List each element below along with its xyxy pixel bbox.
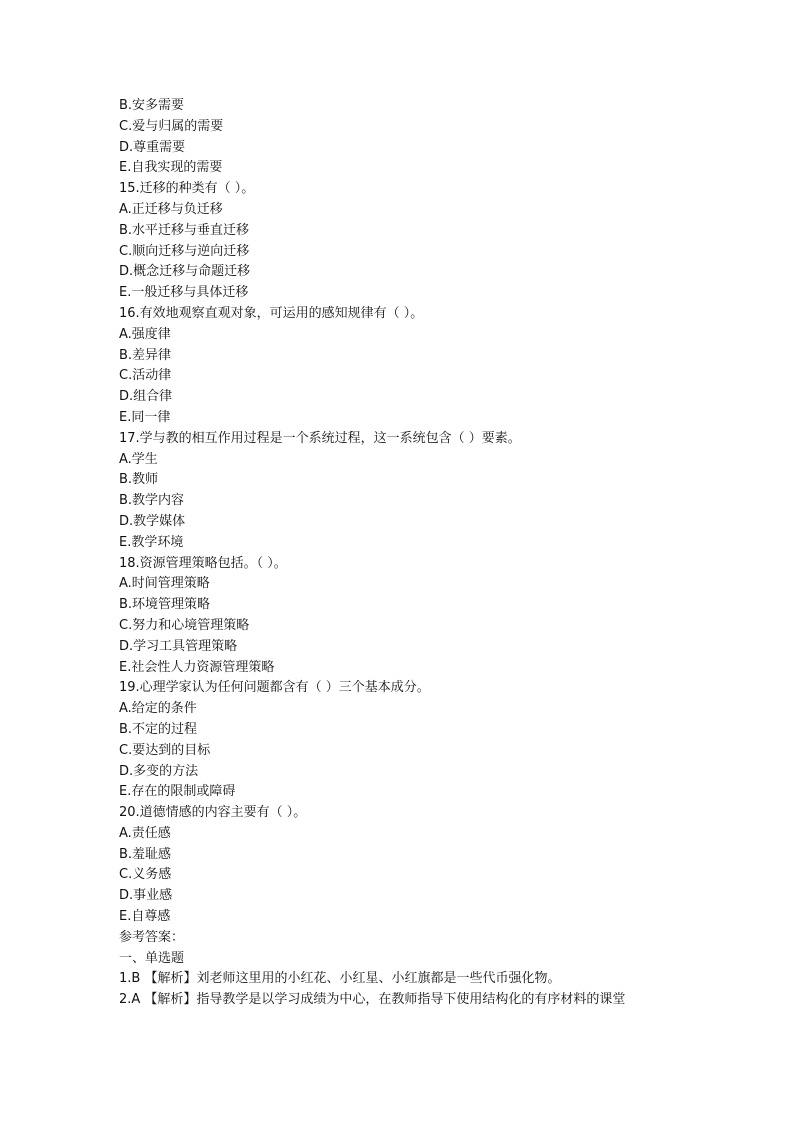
text-line: B.水平迁移与垂直迁移 xyxy=(119,222,250,238)
text-line: 17.学与教的相互作用过程是一个系统过程，这一系统包含（ ）要素。 xyxy=(119,430,521,446)
text-line: D.组合律 xyxy=(119,389,173,405)
text-line: D.多变的方法 xyxy=(119,763,199,779)
text-line: 18.资源管理策略包括。（ ）。 xyxy=(119,555,287,571)
text-line: 1.B 【解析】刘老师这里用的小红花、小红星、小红旗都是一些代币强化物。 xyxy=(119,971,561,987)
text-line: C.活动律 xyxy=(119,368,172,384)
text-line: C.义务感 xyxy=(119,867,172,883)
text-line: B.差异律 xyxy=(119,347,172,363)
text-line: E.社会性人力资源管理策略 xyxy=(119,659,275,675)
text-line: E.自我实现的需要 xyxy=(119,160,223,176)
text-line: A.责任感 xyxy=(119,825,171,841)
text-line: 参考答案： xyxy=(119,929,185,945)
text-line: B.教学内容 xyxy=(119,493,185,509)
text-line: E.教学环境 xyxy=(119,534,184,550)
text-line: D.事业感 xyxy=(119,888,173,904)
text-line: A.给定的条件 xyxy=(119,701,197,717)
text-line: 2.A 【解析】指导教学是以学习成绩为中心，在教师指导下使用结构化的有序材料的课堂 xyxy=(119,992,626,1008)
text-line: D.尊重需要 xyxy=(119,139,186,155)
text-line: 16.有效地观察直观对象，可运用的感知规律有（ ）。 xyxy=(119,305,424,321)
text-line: B.环境管理策略 xyxy=(119,597,211,613)
text-line: D.学习工具管理策略 xyxy=(119,638,238,654)
document-body xyxy=(119,96,699,1011)
text-line: E.存在的限制或障碍 xyxy=(119,784,236,800)
text-line: C.要达到的目标 xyxy=(119,742,211,758)
text-line: A.强度律 xyxy=(119,326,171,342)
text-line: 一、单选题 xyxy=(119,950,185,966)
text-line: E.一般迁移与具体迁移 xyxy=(119,285,249,301)
text-line: E.自尊感 xyxy=(119,909,171,925)
text-line: 15.迁移的种类有（ ）。 xyxy=(119,181,255,197)
text-line: A.时间管理策略 xyxy=(119,576,210,592)
text-line: C.顺向迁移与逆向迁移 xyxy=(119,243,250,259)
text-line: B.不定的过程 xyxy=(119,721,198,737)
text-line: B.羞耻感 xyxy=(119,846,172,862)
text-line: A.学生 xyxy=(119,451,158,467)
text-line: E.同一律 xyxy=(119,409,171,425)
text-line: D.教学媒体 xyxy=(119,513,186,529)
text-line: C.爱与归属的需要 xyxy=(119,118,224,134)
text-line: B.教师 xyxy=(119,472,159,488)
text-line: B.安多需要 xyxy=(119,98,185,113)
text-line: 19.心理学家认为任何问题都含有（ ）三个基本成分。 xyxy=(119,680,430,696)
text-line: C.努力和心境管理策略 xyxy=(119,617,250,633)
text-line: D.概念迁移与命题迁移 xyxy=(119,264,251,280)
text-line: A.正迁移与负迁移 xyxy=(119,201,223,217)
text-line: 20.道德情感的内容主要有（ ）。 xyxy=(119,805,307,821)
